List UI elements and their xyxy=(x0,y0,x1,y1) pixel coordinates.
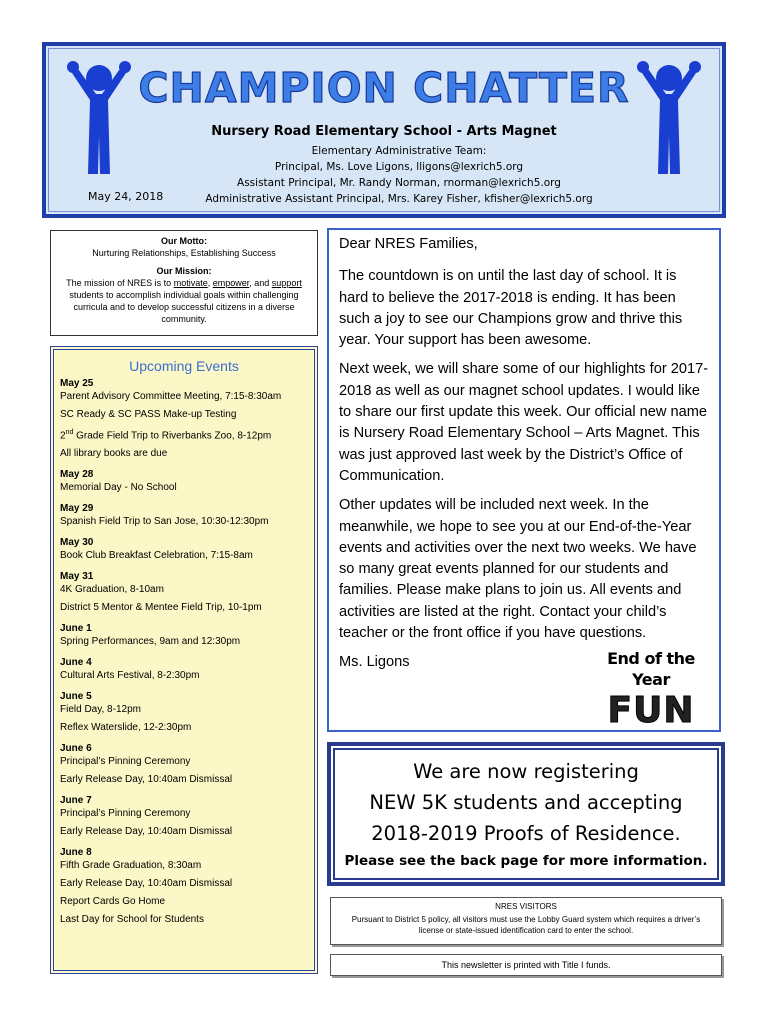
event-date: June 1 xyxy=(60,623,92,635)
motto-box xyxy=(50,230,318,336)
event-item: District 5 Mentor & Mentee Field Trip, 10-1pm xyxy=(60,602,262,614)
visitors-notice xyxy=(330,897,722,945)
issue-date: May 24, 2018 xyxy=(88,190,164,203)
event-item: Field Day, 8-12pm xyxy=(60,704,141,716)
mission-text: The mission of NRES is to motivate, empower, and support students to accomplish individual goals within challenging curricula and to develop successful citizens in a diverse community. xyxy=(66,278,302,324)
event-date: May 30 xyxy=(60,537,94,549)
event-item: Spring Performances, 9am and 12:30pm xyxy=(60,636,241,648)
event-date: June 6 xyxy=(60,743,92,755)
event-item: Early Release Day, 10:40am Dismissal xyxy=(60,878,233,890)
admin-team-line: Administrative Assistant Principal, Mrs. Karey Fisher, kfisher@lexrich5.org xyxy=(205,193,593,205)
newsletter-title: CHAMPION CHATTER xyxy=(138,64,630,112)
event-day xyxy=(60,691,308,734)
event-item: Principal’s Pinning Ceremony xyxy=(60,756,191,768)
event-date: May 31 xyxy=(60,571,94,583)
event-day xyxy=(60,469,308,494)
eoy-fun-text: FUN xyxy=(607,689,695,731)
events-title: Upcoming Events xyxy=(129,358,239,374)
event-day xyxy=(60,503,308,528)
funding-note: This newsletter is printed with Title I funds. xyxy=(330,954,722,976)
event-day xyxy=(60,657,308,682)
event-date: May 25 xyxy=(60,378,94,389)
letter-paragraph: Next week, we will share some of our highlights for 2017-2018 as well as our magnet school updates. I would like to share our first update this week. Our official new name is Nursery Road Elementary School – Arts Magnet. This was just approved last week by the District’s Office of Communication. xyxy=(339,361,709,484)
letter-greeting: Dear NRES Families, xyxy=(339,236,478,252)
upcoming-events xyxy=(50,346,318,974)
events-list xyxy=(60,378,308,926)
event-day xyxy=(60,571,308,614)
letter-signature: Ms. Ligons xyxy=(339,654,410,671)
event-item: Early Release Day, 10:40am Dismissal xyxy=(60,774,233,786)
school-name: Nursery Road Elementary School - Arts Magnet xyxy=(211,124,557,139)
event-item: Report Cards Go Home xyxy=(60,896,166,908)
principal-letter xyxy=(327,228,721,732)
event-date: June 8 xyxy=(60,847,92,859)
event-day xyxy=(60,378,308,460)
event-item: Spanish Field Trip to San Jose, 10:30-12:30pm xyxy=(60,516,269,528)
event-item: All library books are due xyxy=(60,448,168,460)
event-item: SC Ready & SC PASS Make-up Testing xyxy=(60,409,237,420)
eoy-top-text: End of the Year xyxy=(607,649,695,690)
event-date: May 28 xyxy=(60,469,94,481)
motto-text: Nurturing Relationships, Establishing Success xyxy=(92,248,276,258)
event-item: Cultural Arts Festival, 8-2:30pm xyxy=(60,670,200,682)
event-item: Book Club Breakfast Celebration, 7:15-8am xyxy=(60,550,253,562)
mission-heading: Our Mission: xyxy=(156,266,212,276)
event-day xyxy=(60,847,308,926)
event-item: Memorial Day - No School xyxy=(60,482,177,494)
event-day xyxy=(60,743,308,786)
event-date: June 5 xyxy=(60,691,92,703)
registration-subtext: Please see the back page for more information. xyxy=(344,853,708,869)
registration-line: 2018-2019 Proofs of Residence. xyxy=(371,822,681,845)
event-item: Early Release Day, 10:40am Dismissal xyxy=(60,826,233,838)
event-item: 4K Graduation, 8-10am xyxy=(60,584,164,596)
admin-team-line: Principal, Ms. Love Ligons, lligons@lexrich5.org xyxy=(274,161,524,173)
event-date: June 7 xyxy=(60,795,92,807)
registration-notice xyxy=(327,742,725,886)
letter-paragraph: The countdown is on until the last day of school. It is hard to believe the 2017-2018 is ending. It has been such a joy to see our Champions grow and thrive this year. Your support has been awesome. xyxy=(339,268,683,349)
event-item: Fifth Grade Graduation, 8:30am xyxy=(60,860,202,872)
masthead xyxy=(42,42,726,218)
event-date: June 4 xyxy=(60,657,92,669)
admin-team-line: Assistant Principal, Mr. Randy Norman, rnorman@lexrich5.org xyxy=(237,177,561,189)
end-of-year-fun-graphic xyxy=(593,648,709,731)
event-day xyxy=(60,623,308,648)
event-date: May 29 xyxy=(60,503,94,515)
event-item: Last Day for School for Students xyxy=(60,914,204,926)
registration-line: NEW 5K students and accepting xyxy=(369,791,683,814)
motto-heading: Our Motto: xyxy=(161,236,207,246)
event-day xyxy=(60,537,308,562)
event-item: 2nd Grade Field Trip to Riverbanks Zoo, 8-12pm xyxy=(60,429,272,442)
event-item: Principal’s Pinning Ceremony xyxy=(60,808,191,820)
event-item: Parent Advisory Committee Meeting, 7:15-8:30am xyxy=(60,391,282,402)
admin-team-line: Elementary Administrative Team: xyxy=(311,145,487,157)
event-item: Reflex Waterslide, 12-2:30pm xyxy=(60,722,192,734)
registration-line: We are now registering xyxy=(413,760,639,783)
visitors-title: NRES VISITORS xyxy=(495,902,557,911)
letter-paragraph: Other updates will be included next week. In the meanwhile, we hope to see you at our End-of-the-Year events and activities over the next two weeks. We have so many great events planned for our students and families. Please make plans to join us. All events and activities are listed at the right. Contact your child’s teacher or the front office if you have questions. xyxy=(339,497,697,642)
visitors-text: Pursuant to District 5 policy, all visitors must use the Lobby Guard system which requires a driver’s license or state-issued identification card to enter the school. xyxy=(351,915,701,935)
event-day xyxy=(60,795,308,838)
